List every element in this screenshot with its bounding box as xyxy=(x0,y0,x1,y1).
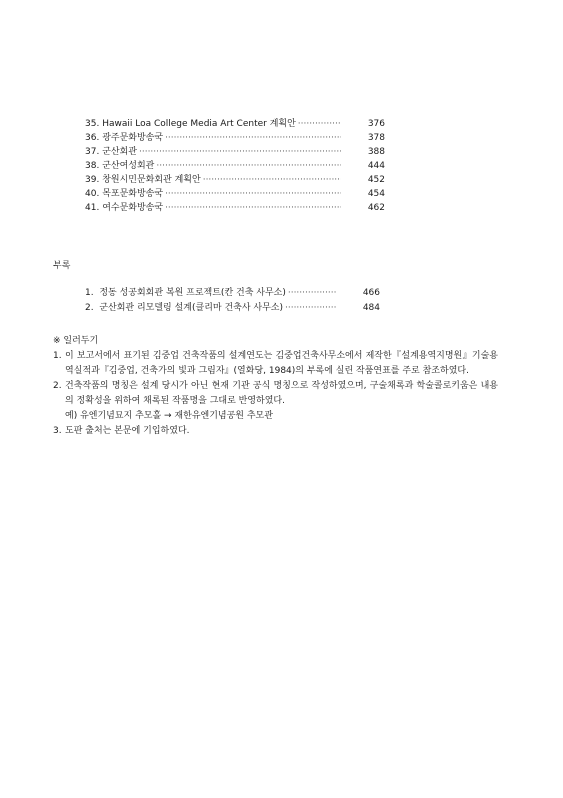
note-number: 3. xyxy=(53,426,62,436)
toc-leader xyxy=(285,302,336,314)
note-item xyxy=(53,349,498,379)
table-of-contents xyxy=(85,118,385,216)
toc-leader xyxy=(165,132,341,144)
toc-leader xyxy=(139,146,341,158)
appendix-entry-page: 484 xyxy=(362,303,380,313)
note-number: 2. xyxy=(53,381,62,391)
note-text: 이 보고서에서 표기된 김중업 건축작품의 설계연도는 김중업건축사무소에서 제작한『설계용역지명원』기술용역실적과『김중업, 건축가의 빛과 그림자』(열화당, 1984)의 부록에 실린 작품연표를 주로 참조하였다. xyxy=(65,351,498,376)
notes-heading: ※ 일러두기 xyxy=(53,336,99,346)
appendix-contents xyxy=(85,287,380,317)
appendix-entry-title: 2. 군산회관 리모델링 설계(클리마 건축사 사무소) xyxy=(85,303,283,313)
toc-entry xyxy=(85,146,385,160)
toc-entry-title: 35. Hawaii Loa College Media Art Center 계획안 xyxy=(85,119,296,129)
toc-entry xyxy=(85,160,385,174)
appendix-entry xyxy=(85,302,380,317)
toc-entry xyxy=(85,188,385,202)
toc-entry-page: 444 xyxy=(367,161,385,171)
toc-entry-page: 454 xyxy=(367,189,385,199)
appendix-heading: 부록 xyxy=(53,261,71,271)
toc-entry-title: 37. 군산회관 xyxy=(85,147,137,157)
toc-entry xyxy=(85,174,385,188)
appendix-entry xyxy=(85,287,380,302)
toc-entry-page: 388 xyxy=(367,147,385,157)
note-text: 건축작품의 명칭은 설계 당시가 아닌 현재 기관 공식 명칭으로 작성하였으며, 구술채록과 학술콜로키움은 내용의 정확성을 위하여 채록된 작품명을 그대로 반영하였다. xyxy=(65,381,498,406)
editorial-notes xyxy=(53,335,498,439)
note-text: 도판 출처는 본문에 기입하였다. xyxy=(65,426,190,436)
toc-entry-title: 36. 광주문화방송국 xyxy=(85,133,164,143)
toc-leader xyxy=(203,174,341,186)
toc-entry-page: 376 xyxy=(367,119,385,129)
note-item xyxy=(53,424,498,439)
toc-entry-title: 38. 군산여성회관 xyxy=(85,161,155,171)
toc-entry xyxy=(85,118,385,132)
toc-leader xyxy=(165,202,341,214)
toc-entry-page: 452 xyxy=(367,175,385,185)
toc-leader xyxy=(165,188,341,200)
appendix-entry-title: 1. 정동 성공회회관 복원 프로젝트(칸 건축 사무소) xyxy=(85,288,286,298)
toc-entry-title: 41. 여수문화방송국 xyxy=(85,203,164,213)
toc-entry-title: 40. 목포문화방송국 xyxy=(85,189,164,199)
note-item xyxy=(53,379,498,409)
note-number: 1. xyxy=(53,351,62,361)
toc-entry xyxy=(85,202,385,216)
toc-entry xyxy=(85,132,385,146)
toc-entry-title: 39. 창원시민문화회관 계획안 xyxy=(85,175,201,185)
toc-leader xyxy=(156,160,341,172)
note-example: 예) 유엔기념묘지 추모홀 → 재한유엔기념공원 추모관 xyxy=(65,411,273,421)
toc-entry-page: 378 xyxy=(367,133,385,143)
toc-entry-page: 462 xyxy=(367,203,385,213)
toc-leader xyxy=(288,287,336,299)
appendix-entry-page: 466 xyxy=(362,288,380,298)
toc-leader xyxy=(298,118,341,130)
